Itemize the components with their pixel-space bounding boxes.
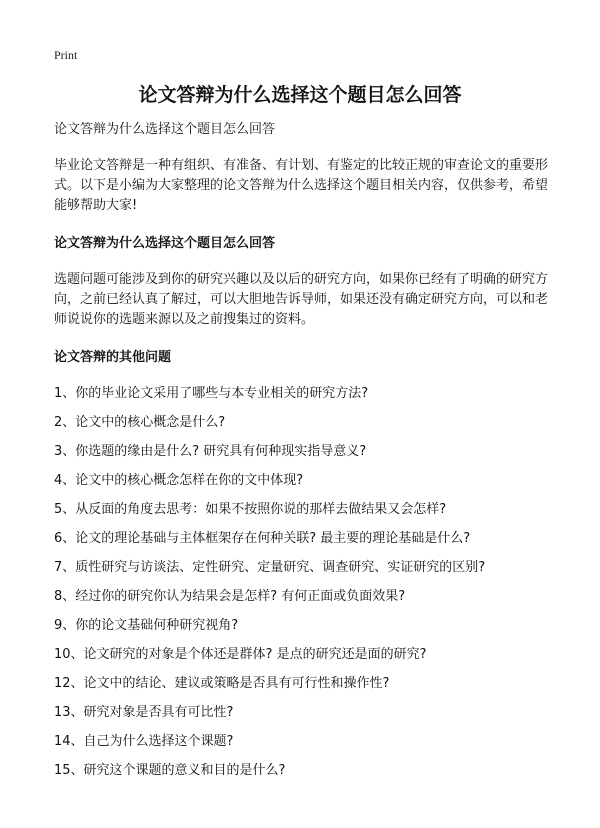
intro-paragraph: 毕业论文答辩是一种有组织、有准备、有计划、有鉴定的比较正规的审查论文的重要形式。以下是小编为大家整理的论文答辩为什么选择这个题目相关内容，仅供参考，希望能够帮助大家! [54, 158, 549, 213]
article-body [54, 120, 554, 790]
question-item: 8、经过你的研究你认为结果会是怎样? 有何正面或负面效果? [54, 589, 406, 604]
question-item: 9、你的论文基础何种研究视角? [54, 618, 239, 633]
question-item: 5、从反面的角度去思考：如果不按照你说的那样去做结果又会怎样? [54, 502, 447, 517]
question-item: 15、研究这个课题的意义和目的是什么? [54, 763, 286, 778]
question-item: 14、自己为什么选择这个课题? [54, 734, 234, 749]
answer-paragraph: 选题问题可能涉及到你的研究兴趣以及以后的研究方向，如果你已经有了明确的研究方向，之前已经认真了解过，可以大胆地告诉导师，如果还没有确定研究方向，可以和老师说说你的选题来源以及之前搜集过的资料。 [54, 272, 549, 327]
question-item: 10、论文研究的对象是个体还是群体? 是点的研究还是面的研究? [54, 647, 427, 662]
question-item: 1、你的毕业论文采用了哪些与本专业相关的研究方法? [54, 386, 369, 401]
question-item: 12、论文中的结论、建议或策略是否具有可行性和操作性? [54, 676, 390, 691]
print-label: Print [54, 48, 78, 62]
question-item: 6、论文的理论基础与主体框架存在何种关联? 最主要的理论基础是什么? [54, 531, 471, 546]
question-item: 13、研究对象是否具有可比性? [54, 705, 234, 720]
question-list [54, 384, 554, 790]
section-heading-other-questions: 论文答辩的其他问题 [54, 350, 172, 365]
page-title: 论文答辩为什么选择这个题目怎么回答 [138, 84, 462, 106]
question-item: 2、论文中的核心概念是什么? [54, 415, 226, 430]
question-item: 7、质性研究与访谈法、定性研究、定量研究、调查研究、实证研究的区别? [54, 560, 486, 575]
question-item: 4、论文中的核心概念怎样在你的文中体现? [54, 473, 304, 488]
section-heading-why-topic: 论文答辩为什么选择这个题目怎么回答 [54, 236, 276, 251]
question-item: 3、你选题的缘由是什么? 研究具有何种现实指导意义? [54, 444, 367, 459]
article-subtitle: 论文答辩为什么选择这个题目怎么回答 [54, 122, 276, 137]
